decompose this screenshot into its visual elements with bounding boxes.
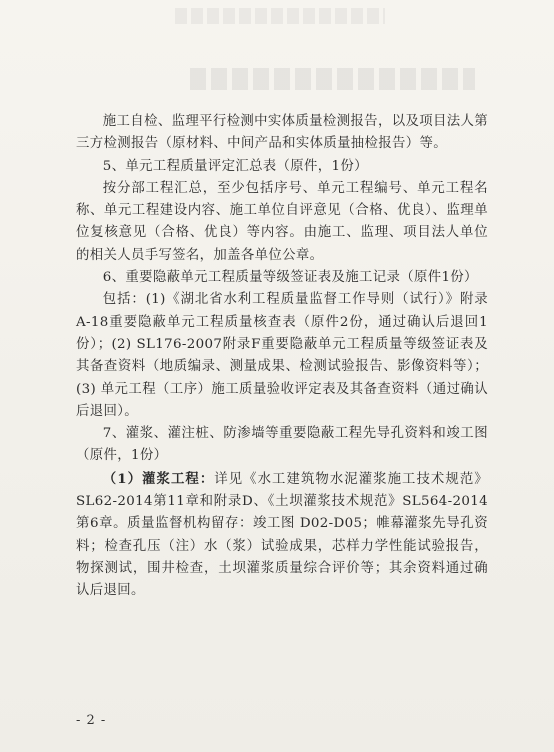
item-5-heading: 5、单元工程质量评定汇总表（原件，1份） [102,158,368,174]
item-7-heading: 7、灌浆、灌注桩、防渗墙等重要隐蔽工程先导孔资料和竣工图（原件，1份） [76,426,488,464]
paragraph-hidden-works: 包括：(1)《湖北省水利工程质量监督工作导则（试行）》附录A-18重要隐蔽单元工程质量核查表（原件2份，通过确认后退回1份）；(2) SL176-2007附录F重要隐蔽单元工程质量等级签证表及其备查资料（地质编录、测量成果、检测试验报告、影像资料等）；(3) 单元工程（工序）施工质量验收评定表及其备查资料（通过确认后退回）。 [76,292,488,419]
paragraph-inspection-reports: 施工自检、监理平行检测中实体质量检测报告，以及项目法人第三方检测报告（原材料、中间产品和实体质量抽检报告）等。 [76,114,488,152]
paragraph-unit-summary: 按分部工程汇总，至少包括序号、单元工程编号、单元工程名称、单元工程建设内容、施工单位自评意见（合格、优良）、监理单位复核意见（合格、优良）等内容。由施工、监理、项目法人单位的相关人员手写签名，加盖各单位公章。 [76,180,488,263]
bleed-through-title [190,68,475,90]
item-6-heading: 6、重要隐蔽单元工程质量等级签证表及施工记录（原件1份） [102,270,478,286]
grouting-text: 详见《水工建筑物水泥灌浆施工技术规范》SL62-2014第11章和附录D、《土坝灌浆技术规范》SL564-2014第6章。质量监督机构留存：竣工图 D02-D05；帷幕灌浆先导孔资料；检查孔压（注）水（浆）试验成果，芯样力学性能试验报告，物探测试，围井检查，土坝灌浆质量综合评价等；其余资料通过确认后退回。 [76,471,488,599]
paragraph-grouting [76,468,488,603]
bleed-through-header [175,8,385,24]
document-body [76,111,488,603]
grouting-heading: （1）灌浆工程： [102,470,215,487]
page-number: - 2 - [76,713,107,728]
